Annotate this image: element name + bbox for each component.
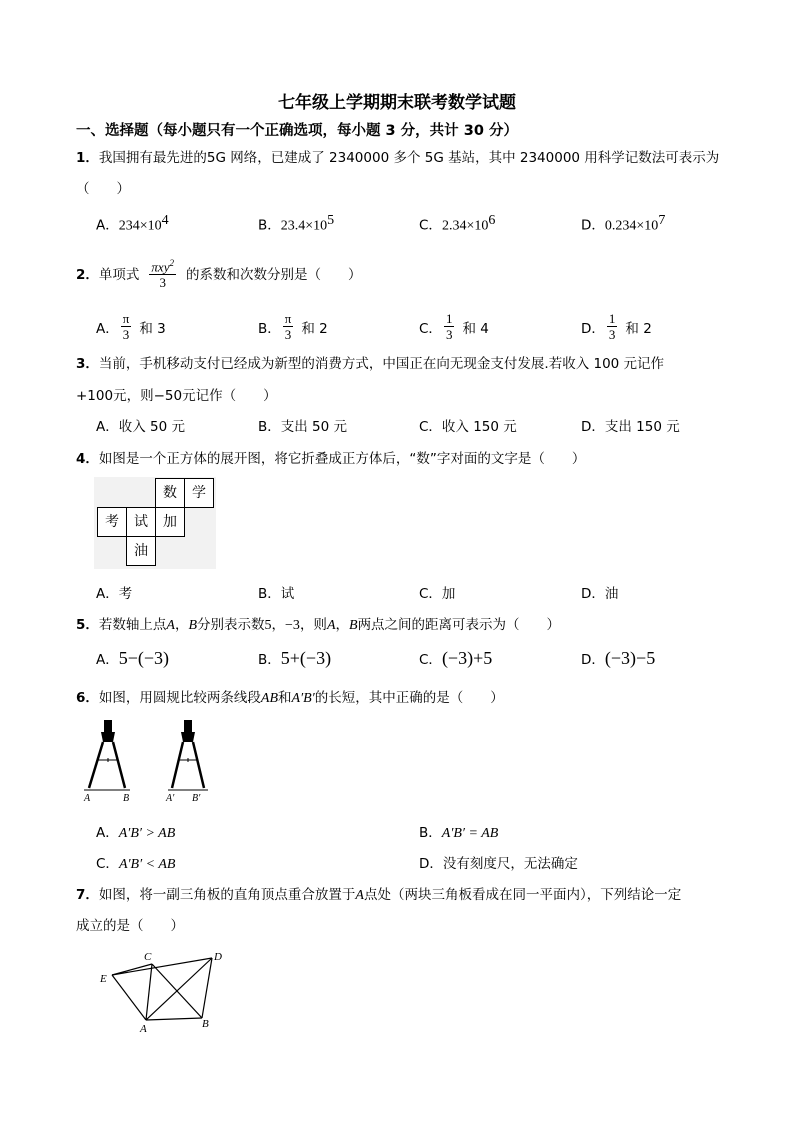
fraction-denominator: 3 [122, 327, 130, 342]
point-label: A [166, 618, 175, 633]
fraction-denominator: 3 [608, 327, 616, 342]
fraction-numerator: π [284, 311, 292, 326]
option-exponent: 4 [161, 213, 169, 228]
option-text: 没有刻度尺，无法确定 [442, 856, 578, 872]
question-text: 分别表示数 [197, 617, 265, 633]
option-math: (−3)+5 [441, 648, 493, 668]
option-fraction [121, 311, 132, 342]
option-exponent: 6 [488, 213, 496, 228]
question-number: 5． [76, 617, 99, 633]
option-c[interactable] [96, 852, 175, 873]
point-label: A′ [166, 793, 175, 804]
option-a[interactable]: A．考 [96, 586, 133, 602]
segment-bd [202, 958, 212, 1018]
option-text: 和 3 [139, 320, 166, 337]
option-text: 和 4 [462, 320, 489, 337]
segment-ae [112, 975, 146, 1020]
option-text: 和 2 [625, 320, 652, 337]
question-1-bracket: （ ） [76, 181, 130, 197]
number-value: −3 [285, 618, 300, 633]
option-label: A． [96, 652, 119, 668]
question-number: 3． [76, 356, 99, 372]
fraction-denominator: 3 [284, 327, 292, 342]
fraction-numerator: 1 [445, 311, 453, 326]
option-label: B． [258, 320, 281, 337]
segment-ca [146, 964, 152, 1020]
number-value: 5 [264, 618, 272, 633]
question-text: 如图是一个正方体的展开图，将它折叠成正方体后，“数”字对面的文字是（ ） [98, 451, 586, 467]
question-number: 6． [76, 690, 99, 706]
compass-figure [80, 718, 220, 804]
option-d[interactable]: D．油 [581, 586, 619, 602]
question-text-post: 的系数和次数分别是（ ） [185, 267, 362, 284]
question-text: 和 [278, 690, 292, 706]
option-label: A． [96, 217, 119, 234]
option-b[interactable] [258, 213, 334, 235]
question-5 [76, 613, 560, 634]
option-label: D． [581, 652, 605, 668]
option-label: B． [419, 825, 442, 841]
option-math: 5+(−3) [280, 648, 332, 668]
question-text: 如图，用圆规比较两条线段 [98, 690, 261, 706]
point-label: B′ [192, 793, 201, 804]
option-b[interactable]: B．支出 50 元 [258, 419, 348, 435]
question-number: 1． [76, 150, 99, 166]
fraction-numerator: π [122, 311, 130, 326]
option-label: A． [96, 320, 119, 337]
question-number: 2． [76, 267, 99, 284]
option-label: C． [419, 320, 442, 337]
segment-cb [152, 964, 202, 1018]
option-label: D． [419, 856, 443, 872]
option-c[interactable]: C．收入 150 元 [419, 419, 517, 435]
point-label: C [144, 951, 152, 963]
separator: ， [335, 617, 349, 633]
monomial-fraction [149, 256, 176, 290]
question-6 [76, 686, 504, 707]
point-label: A [326, 618, 336, 633]
compass-right [168, 720, 208, 790]
fraction-exponent: 2 [169, 258, 174, 268]
option-a[interactable] [96, 213, 169, 235]
option-math: A′B′ < AB [118, 857, 176, 872]
option-b[interactable] [258, 648, 331, 669]
point-label: D [214, 951, 222, 963]
option-label: D． [581, 217, 605, 234]
net-cell: 试 [126, 507, 156, 537]
question-1 [76, 146, 719, 166]
section-heading: 一、选择题（每小题只有一个正确选项，每小题 3 分，共计 30 分） [76, 123, 518, 139]
segment-ab [146, 1018, 202, 1020]
question-text: 若数轴上点 [98, 617, 167, 633]
option-label: C． [96, 856, 119, 872]
question-3 [76, 352, 664, 372]
option-math: A′B′ > AB [118, 826, 176, 841]
point-label: B [202, 1018, 209, 1030]
question-text: 如图，将一副三角板的直角顶点重合放置于 [98, 887, 356, 903]
separator: ， [174, 617, 189, 633]
question-text-pre: 单项式 [98, 267, 140, 284]
option-a[interactable] [96, 648, 169, 669]
net-cell: 数 [155, 478, 185, 508]
question-number: 7． [76, 887, 99, 903]
option-c[interactable] [419, 648, 492, 669]
option-c[interactable] [419, 311, 489, 342]
question-text: 两点之间的距离可表示为（ ） [357, 617, 561, 633]
option-exponent: 5 [327, 213, 335, 228]
option-math: 234×10 [118, 218, 162, 234]
question-text: 当前，手机移动支付已经成为新型的消费方式，中国正在向无现金支付发展.若收入 100 元记作 [98, 356, 665, 372]
point-label: B [349, 618, 358, 633]
fraction-denominator: 3 [159, 275, 166, 291]
option-fraction [607, 311, 618, 342]
option-fraction [283, 311, 294, 342]
option-c[interactable] [419, 213, 495, 235]
net-cell: 加 [155, 507, 185, 537]
segment-label: AB [260, 691, 279, 706]
option-b[interactable] [419, 821, 498, 842]
option-label: B． [258, 652, 281, 668]
question-text: ，则 [299, 617, 327, 633]
point-label: A [355, 888, 364, 903]
question-text: 我国拥有最先进的5G 网络，已建成了 2340000 多个 5G 基站，其中 2340000 用科学记数法可表示为 [98, 150, 720, 166]
question-text: 的长短，其中正确的是（ ） [314, 690, 504, 706]
net-cell: 油 [126, 536, 156, 566]
option-math: 2.34×10 [441, 218, 489, 234]
option-label: C． [419, 217, 442, 234]
point-label: B [123, 793, 130, 804]
question-4 [76, 447, 585, 467]
fraction-numerator: πxy [151, 259, 170, 275]
option-b[interactable] [258, 311, 328, 342]
option-c[interactable]: C．加 [419, 586, 456, 602]
fraction-numerator: 1 [608, 311, 616, 326]
option-math: 23.4×10 [280, 218, 328, 234]
question-text: 点处（两块三角板看成在同一平面内），下列结论一定 [363, 887, 682, 903]
net-cell: 学 [184, 478, 214, 508]
cube-net-figure [94, 477, 216, 569]
point-label: E [100, 973, 107, 985]
triangle-boards-figure [94, 946, 244, 1036]
point-label: A [140, 1023, 147, 1035]
option-label: B． [258, 217, 281, 234]
point-label: A [84, 793, 91, 804]
option-a[interactable] [96, 821, 175, 842]
option-label: A． [96, 825, 119, 841]
option-text: 和 2 [301, 320, 328, 337]
option-label: D． [581, 320, 605, 337]
question-3-line2: +100元，则−50元记作（ ） [76, 388, 277, 404]
fraction-denominator: 3 [445, 327, 453, 342]
option-math: A′B′ = AB [441, 826, 499, 841]
segment-label: A′B′ [291, 691, 315, 706]
option-d[interactable]: D．支出 150 元 [581, 419, 680, 435]
net-cell: 考 [97, 507, 127, 537]
point-label: B [188, 618, 198, 633]
option-math: 0.234×10 [604, 218, 659, 234]
page-title: 七年级上学期期末联考数学试题 [278, 93, 516, 113]
option-b[interactable]: B．试 [258, 586, 295, 602]
option-math: 5−(−3) [118, 648, 170, 668]
separator: ， [271, 617, 286, 633]
option-fraction [444, 311, 455, 342]
option-d[interactable] [581, 648, 655, 669]
compass-left [84, 720, 130, 790]
question-2 [76, 256, 361, 290]
option-d[interactable] [581, 311, 652, 342]
option-d[interactable] [419, 852, 578, 872]
option-math: (−3)−5 [604, 648, 656, 668]
option-a[interactable] [96, 311, 166, 342]
option-d[interactable] [581, 213, 665, 235]
question-7 [76, 883, 681, 904]
option-exponent: 7 [658, 213, 666, 228]
option-a[interactable]: A．收入 50 元 [96, 419, 185, 435]
option-label: C． [419, 652, 442, 668]
question-7-line2: 成立的是（ ） [76, 918, 184, 934]
question-number: 4． [76, 451, 99, 467]
